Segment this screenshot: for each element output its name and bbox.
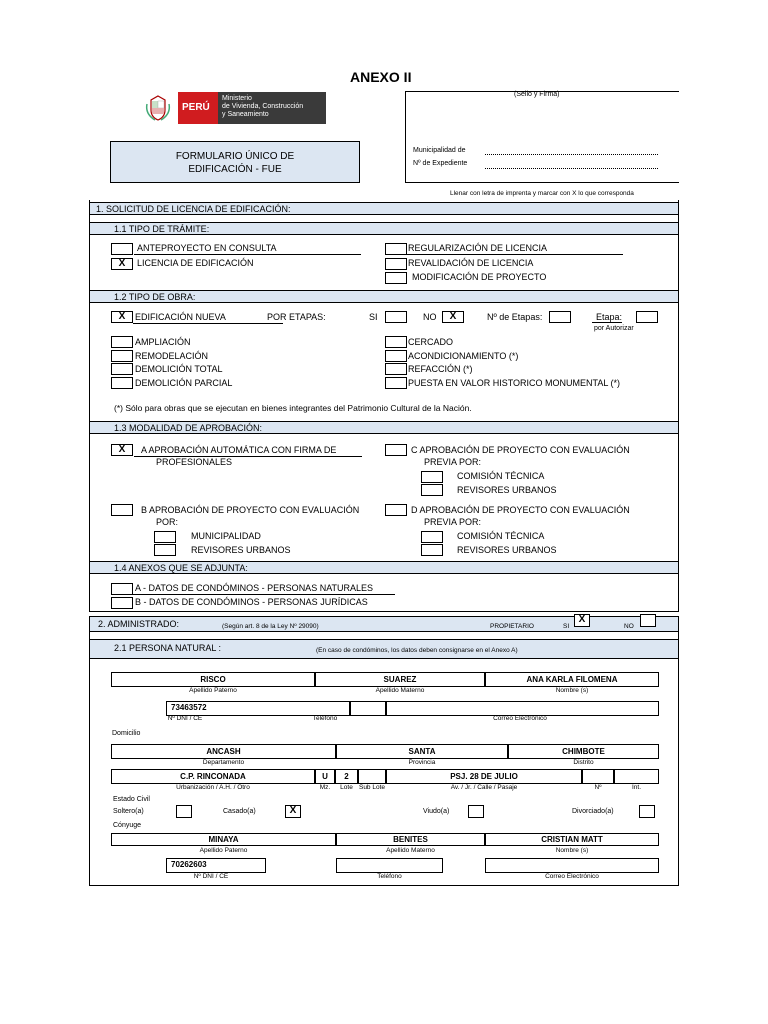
casado-checkbox[interactable]: X xyxy=(285,805,301,818)
b-revisores-label: REVISORES URBANOS xyxy=(191,545,291,555)
law-note: (Según art. 8 de la Ley Nº 29090) xyxy=(222,623,319,630)
modalidad-d-label-2: PREVIA POR: xyxy=(424,517,482,527)
seal-box xyxy=(405,91,679,183)
distrito-label: Distrito xyxy=(573,759,594,766)
propietario-label: PROPIETARIO xyxy=(490,623,534,630)
anteproyecto-checkbox[interactable] xyxy=(111,243,133,255)
conyuge-dni-field[interactable]: 70262603 xyxy=(166,858,266,873)
via-label: Av. / Jr. / Calle / Pasaje xyxy=(450,784,518,791)
anteproyecto-label: ANTEPROYECTO EN CONSULTA xyxy=(137,243,277,253)
dni-field[interactable]: 73463572 xyxy=(166,701,350,716)
por-autorizar-label: por Autorizar xyxy=(594,325,634,332)
interior-label: Int. xyxy=(631,784,642,791)
obra-header xyxy=(89,290,679,303)
licencia-label: LICENCIA DE EDIFICACIÓN xyxy=(137,258,254,268)
anexo-a-label: A - DATOS DE CONDÓMINOS - PERSONAS NATURALES xyxy=(135,583,374,593)
propietario-si-checkbox[interactable]: X xyxy=(574,614,590,627)
revalidacion-checkbox[interactable] xyxy=(385,258,407,270)
anexo-b-checkbox[interactable] xyxy=(111,597,133,609)
edificacion-nueva-underline xyxy=(133,323,283,324)
ampliacion-checkbox[interactable] xyxy=(111,336,133,348)
section-1-title: 1. SOLICITUD DE LICENCIA DE EDIFICACIÓN: xyxy=(96,204,291,214)
etapa-input[interactable] xyxy=(636,311,658,323)
etapas-si-checkbox[interactable] xyxy=(385,311,407,323)
municipality-label: Municipalidad de xyxy=(413,147,466,154)
b-revisores-checkbox[interactable] xyxy=(154,544,176,556)
nombres-label: Nombre (s) xyxy=(555,687,589,694)
lote-field[interactable]: 2 xyxy=(335,769,358,784)
anexo-b-label: B - DATOS DE CONDÓMINOS - PERSONAS JURÍDICAS xyxy=(135,597,368,607)
tramite-header xyxy=(89,222,679,235)
conyuge-paterno-field[interactable]: MINAYA xyxy=(111,833,336,846)
regularizacion-underline xyxy=(407,254,623,255)
acondicionamiento-label: ACONDICIONAMIENTO (*) xyxy=(408,351,519,361)
provincia-label: Provincia xyxy=(408,759,436,766)
departamento-label: Departamento xyxy=(202,759,245,766)
demolicion-total-checkbox[interactable] xyxy=(111,363,133,375)
demolicion-parcial-label: DEMOLICIÓN PARCIAL xyxy=(135,378,233,388)
casado-label: Casado(a) xyxy=(223,808,256,815)
b-municipalidad-label: MUNICIPALIDAD xyxy=(191,531,261,541)
telefono-field[interactable] xyxy=(350,701,386,716)
seal-label: (Sello y Firma) xyxy=(514,91,560,98)
anexo-a-underline xyxy=(133,594,395,595)
refaccion-label: REFACCIÓN (*) xyxy=(408,364,473,374)
conyuge-label: Cónyuge xyxy=(113,822,142,829)
persona-title: 2.1 PERSONA NATURAL : xyxy=(114,643,222,653)
estado-civil-label: Estado Civil xyxy=(113,796,150,803)
via-field[interactable]: PSJ. 28 DE JULIO xyxy=(386,769,582,784)
urbanizacion-label: Urbanización / A.H. / Otro xyxy=(176,784,250,791)
demolicion-parcial-checkbox[interactable] xyxy=(111,377,133,389)
manzana-label: Mz. xyxy=(319,784,331,791)
ministry-logo xyxy=(178,92,326,124)
d-comision-label: COMISIÓN TÉCNICA xyxy=(457,531,545,541)
divorciado-label: Divorciado(a) xyxy=(572,808,614,815)
regularizacion-label: REGULARIZACIÓN DE LICENCIA xyxy=(408,243,548,253)
puesta-en-valor-checkbox[interactable] xyxy=(385,377,407,389)
modalidad-a-label: A APROBACIÓN AUTOMÁTICA CON FIRMA DE xyxy=(141,445,337,455)
form-title-line-1: FORMULARIO ÚNICO DE xyxy=(175,151,295,162)
correo-field[interactable] xyxy=(386,701,659,716)
conyuge-nombres-field[interactable]: CRISTIAN MATT xyxy=(485,833,659,846)
modalidad-b-checkbox[interactable] xyxy=(111,504,133,516)
c-revisores-label: REVISORES URBANOS xyxy=(457,485,557,495)
edificacion-nueva-label: EDIFICACIÓN NUEVA xyxy=(135,312,226,322)
c-revisores-checkbox[interactable] xyxy=(421,484,443,496)
remodelacion-label: REMODELACIÓN xyxy=(135,351,209,361)
provincia-field[interactable]: SANTA xyxy=(336,744,508,759)
instructions-text: Llenar con letra de imprenta y marcar con X lo que corresponda xyxy=(450,190,634,197)
conyuge-materno-field[interactable]: BENITES xyxy=(336,833,485,846)
revalidacion-label: REVALIDACIÓN DE LICENCIA xyxy=(408,258,534,268)
peru-coat-of-arms-icon xyxy=(145,94,171,122)
apellido-materno-label: Apellido Materno xyxy=(375,687,425,694)
modalidad-c-label-2: PREVIA POR: xyxy=(424,457,482,467)
modalidad-c-label: C APROBACIÓN DE PROYECTO CON EVALUACIÓN xyxy=(411,445,630,455)
anexos-header xyxy=(89,561,679,574)
file-number-line[interactable] xyxy=(485,168,658,169)
departamento-field[interactable]: ANCASH xyxy=(111,744,336,759)
cercado-checkbox[interactable] xyxy=(385,336,407,348)
propietario-si-label: SI xyxy=(563,623,570,630)
section-2-title: 2. ADMINISTRADO: xyxy=(98,619,180,629)
anexos-title: 1.4 ANEXOS QUE SE ADJUNTA: xyxy=(114,563,248,573)
urbanizacion-field[interactable]: C.P. RINCONADA xyxy=(111,769,315,784)
modalidad-d-label: D APROBACIÓN DE PROYECTO CON EVALUACIÓN xyxy=(411,505,630,515)
dni-label: Nº DNI / CE xyxy=(167,715,203,722)
ministry-line-3: y Saneamiento xyxy=(222,111,269,118)
file-number-label: Nº de Expediente xyxy=(413,160,468,167)
conyuge-materno-label: Apellido Materno xyxy=(386,847,435,854)
por-etapas-label: POR ETAPAS: xyxy=(267,312,326,322)
anteproyecto-underline xyxy=(134,254,361,255)
etapas-no-label: NO xyxy=(423,312,437,322)
nombres-field[interactable]: ANA KARLA FILOMENA xyxy=(485,672,659,687)
demolicion-total-label: DEMOLICIÓN TOTAL xyxy=(135,364,223,374)
interior-field[interactable] xyxy=(614,769,659,784)
ampliacion-label: AMPLIACIÓN xyxy=(135,337,191,347)
conyuge-telefono-label: Teléfono xyxy=(377,873,402,880)
cercado-label: CERCADO xyxy=(408,337,454,347)
modalidad-c-checkbox[interactable] xyxy=(385,444,407,456)
tramite-title: 1.1 TIPO DE TRÁMITE: xyxy=(114,224,210,234)
modalidad-d-checkbox[interactable] xyxy=(385,504,407,516)
telefono-label: Teléfono xyxy=(312,715,338,722)
ministry-line-1: Ministerio xyxy=(222,95,252,102)
modalidad-a-label-2: PROFESIONALES xyxy=(156,457,233,467)
d-revisores-label: REVISORES URBANOS xyxy=(457,545,557,555)
persona-header xyxy=(89,639,679,659)
anexo-a-checkbox[interactable] xyxy=(111,583,133,595)
municipality-line[interactable] xyxy=(485,154,658,155)
edificacion-nueva-checkbox[interactable]: X xyxy=(111,311,133,323)
modalidad-a-checkbox[interactable]: X xyxy=(111,444,133,456)
form-title-line-2: EDIFICACIÓN - FUE xyxy=(188,164,282,175)
sublote-label: Sub Lote xyxy=(358,784,386,791)
c-comision-checkbox[interactable] xyxy=(421,471,443,483)
numero-field[interactable] xyxy=(582,769,614,784)
conyuge-dni-label: Nº DNI / CE xyxy=(193,873,229,880)
correo-label: Correo Electrónico xyxy=(493,715,547,722)
etapas-si-label: SI xyxy=(369,312,378,322)
propietario-no-label: NO xyxy=(624,623,634,630)
puesta-en-valor-label: PUESTA EN VALOR HISTORICO MONUMENTAL (*) xyxy=(408,378,621,388)
soltero-label: Soltero(a) xyxy=(113,808,144,815)
soltero-checkbox[interactable] xyxy=(176,805,192,818)
apellido-paterno-field[interactable]: RISCO xyxy=(111,672,315,687)
modalidad-a-underline xyxy=(134,456,362,457)
viudo-checkbox[interactable] xyxy=(468,805,484,818)
etapa-label: Etapa: xyxy=(596,312,623,322)
viudo-label: Viudo(a) xyxy=(423,808,450,815)
apellido-materno-field[interactable]: SUAREZ xyxy=(315,672,485,687)
manzana-field[interactable]: U xyxy=(315,769,335,784)
conyuge-nombres-label: Nombre (s) xyxy=(555,847,589,854)
modificacion-checkbox[interactable] xyxy=(385,272,407,284)
patrimonio-note: (*) Sólo para obras que se ejecutan en bienes integrantes del Patrimonio Cultural de la Nación. xyxy=(114,403,472,413)
d-revisores-checkbox[interactable] xyxy=(421,544,443,556)
ministry-line-2: de Vivienda, Construcción xyxy=(222,103,304,110)
modalidad-b-label: B APROBACIÓN DE PROYECTO CON EVALUACIÓN xyxy=(141,505,360,515)
c-comision-label: COMISIÓN TÉCNICA xyxy=(457,471,545,481)
conyuge-correo-label: Correo Electrónico xyxy=(545,873,599,880)
section-2-header xyxy=(89,616,679,632)
domicilio-label: Domicilio xyxy=(112,730,141,737)
persona-note: (En caso de condóminos, los datos deben consignarse en el Anexo A) xyxy=(316,647,518,654)
modalidad-header xyxy=(89,421,679,434)
refaccion-checkbox[interactable] xyxy=(385,363,407,375)
obra-title: 1.2 TIPO DE OBRA: xyxy=(114,292,196,302)
regularizacion-checkbox[interactable] xyxy=(385,243,407,255)
propietario-no-checkbox[interactable] xyxy=(640,614,656,627)
distrito-field[interactable]: CHIMBOTE xyxy=(508,744,659,759)
lote-label: Lote xyxy=(340,784,353,791)
conyuge-telefono-field[interactable] xyxy=(336,858,443,873)
licencia-checkbox[interactable]: X xyxy=(111,258,133,270)
divorciado-checkbox[interactable] xyxy=(639,805,655,818)
num-etapas-input[interactable] xyxy=(549,311,571,323)
etapa-underline xyxy=(592,322,622,323)
b-municipalidad-checkbox[interactable] xyxy=(154,531,176,543)
num-etapas-label: Nº de Etapas: xyxy=(487,312,543,322)
apellido-paterno-label: Apellido Paterno xyxy=(189,687,237,694)
section-1-header xyxy=(89,202,679,215)
peru-logo-text: PERÚ xyxy=(182,102,210,113)
conyuge-paterno-label: Apellido Paterno xyxy=(199,847,248,854)
modificacion-label: MODIFICACIÓN DE PROYECTO xyxy=(412,272,547,282)
form-title-box xyxy=(110,141,360,183)
modalidad-title: 1.3 MODALIDAD DE APROBACIÓN: xyxy=(114,423,263,433)
acondicionamiento-checkbox[interactable] xyxy=(385,350,407,362)
conyuge-correo-field[interactable] xyxy=(485,858,659,873)
remodelacion-checkbox[interactable] xyxy=(111,350,133,362)
page-title: ANEXO II xyxy=(350,69,412,85)
modalidad-b-label-2: POR: xyxy=(156,517,179,527)
etapas-no-checkbox[interactable]: X xyxy=(442,311,464,323)
d-comision-checkbox[interactable] xyxy=(421,531,443,543)
numero-label: Nº xyxy=(594,784,602,791)
sublote-field[interactable] xyxy=(358,769,386,784)
